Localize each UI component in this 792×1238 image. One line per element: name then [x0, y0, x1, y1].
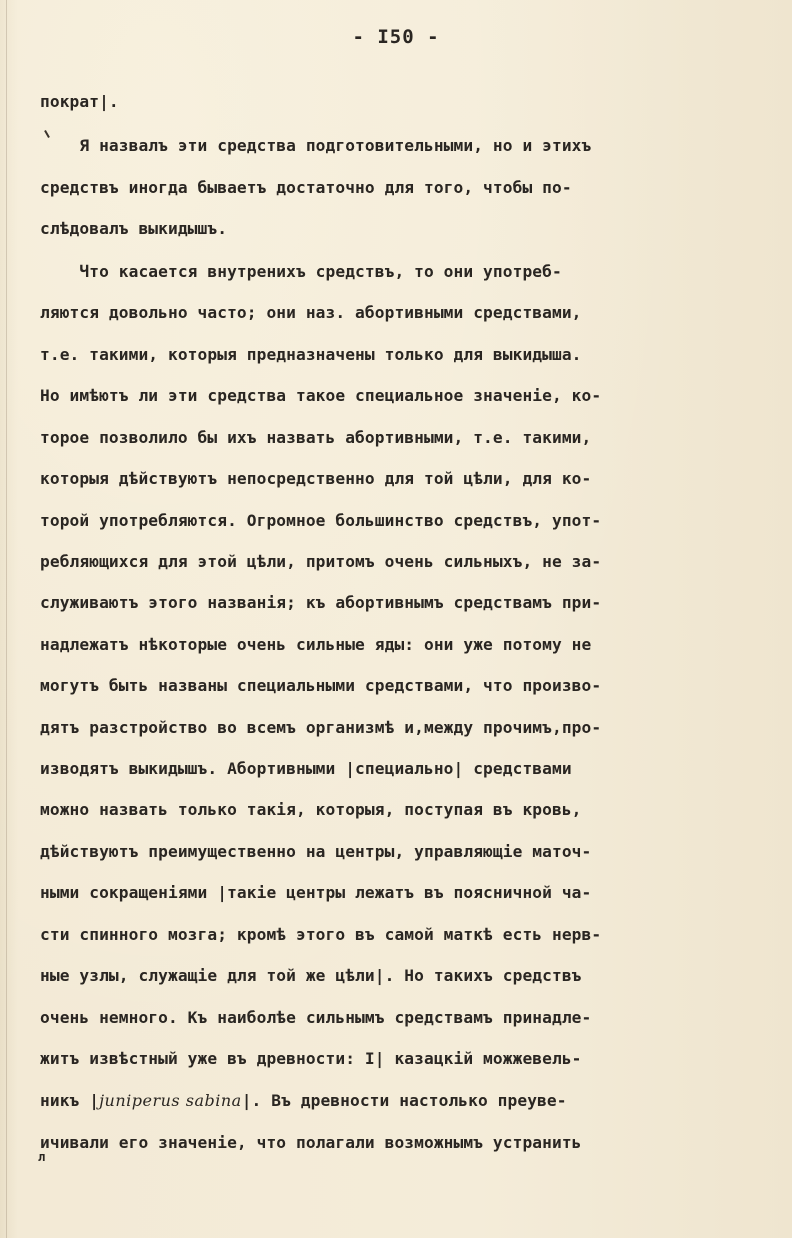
text-line: т.е. такими, которыя предназначены только для выкидыша. — [40, 345, 582, 364]
handwritten-correction-mark: л — [38, 1150, 46, 1164]
text-line: Я назвалъ эти средства подготовительными, но и этихъ — [40, 136, 592, 155]
text-line: дѣйствуютъ преимущественно на центры, управляющiе маточ- — [40, 842, 592, 861]
text-line: пократ|. — [40, 92, 119, 111]
text-line: сти спинного мозга; кромѣ этого въ самой маткѣ есть нерв- — [40, 925, 602, 944]
text-line-with-handwriting — [40, 1091, 567, 1111]
text-line: дятъ разстройство во всемъ организмѣ и,между прочимъ,про- — [40, 718, 602, 737]
text-line: средствъ иногда бываетъ достаточно для того, чтобы по- — [40, 178, 572, 197]
text-line: могутъ быть названы специальными средствами, что произво- — [40, 676, 602, 695]
text-line: торое позволило бы ихъ назвать абортивными, т.е. такими, — [40, 428, 592, 447]
text-line: ребляющихся для этой цѣли, притомъ очень сильныхъ, не за- — [40, 552, 602, 571]
text-line: ные узлы, служащiе для той же цѣли|. Но такихъ средствъ — [40, 966, 582, 985]
text-line-end: |. Въ древности настолько преуве- — [241, 1091, 567, 1110]
text-line: торой употребляются. Огромное большинство средствъ, упот- — [40, 511, 602, 530]
page-edge — [6, 0, 7, 1238]
text-line: очень немного. Къ наиболѣе сильнымъ средствамъ принадле- — [40, 1008, 592, 1027]
text-line: ляются довольно часто; они наз. абортивными средствами, — [40, 303, 582, 322]
text-line: надлежатъ нѣкоторые очень сильные яды: они уже потому не — [40, 635, 592, 654]
text-line: слѣдовалъ выкидышъ. — [40, 219, 228, 238]
text-line: служиваютъ этого названiя; къ абортивнымъ средствамъ при- — [40, 593, 602, 612]
text-line: Но имѣютъ ли эти средства такое специальное значенiе, ко- — [40, 386, 602, 405]
text-line: ными сокращенiями |такiе центры лежатъ въ поясничной ча- — [40, 883, 592, 902]
text-line: изводятъ выкидышъ. Абортивными |специально| средствами — [40, 759, 572, 778]
text-line: можно назвать только такiя, которыя, поступая въ кровь, — [40, 800, 582, 819]
text-line: ичивали его значенiе, что полагали возможнымъ устранить — [40, 1133, 582, 1152]
text-line-start: никъ | — [40, 1091, 100, 1110]
page-number: - I50 - — [352, 26, 440, 48]
text-line: Что касается внутренихъ средствъ, то они употреб- — [40, 262, 562, 281]
handwritten-latin-term: juniperus sabina — [99, 1091, 242, 1110]
text-line: житъ извѣстный уже въ древности: I| казацкiй можжевель- — [40, 1049, 582, 1068]
text-line: которыя дѣйствуютъ непосредственно для той цѣли, для ко- — [40, 469, 592, 488]
